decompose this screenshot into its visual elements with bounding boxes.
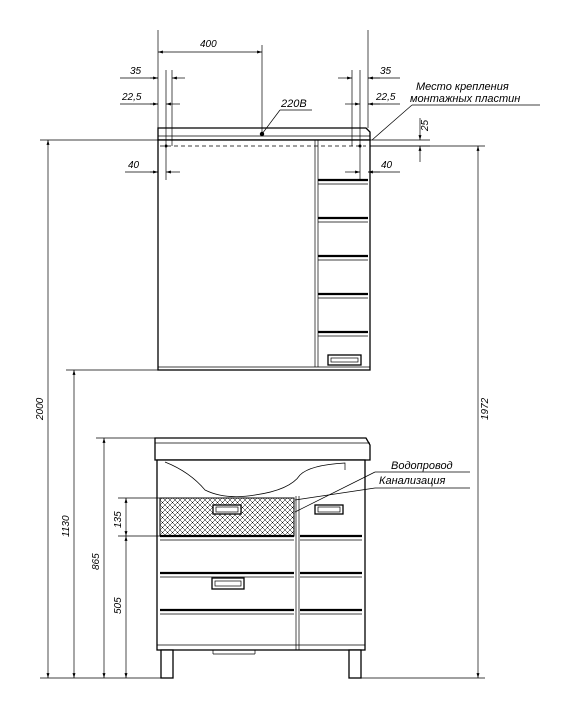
dim-left-22-5: 22,5 xyxy=(122,92,142,103)
dim-865: 865 xyxy=(91,553,102,570)
top-drawer-handle xyxy=(213,505,241,514)
mirror-drawer-handle xyxy=(328,355,361,365)
dim-135: 135 xyxy=(113,511,124,528)
dim-400: 400 xyxy=(200,39,217,50)
mirror-cabinet xyxy=(158,128,370,370)
left-leg xyxy=(161,650,173,678)
vanity-body xyxy=(157,460,365,650)
label-mount-line1: Место крепления xyxy=(416,81,509,93)
dim-1130: 1130 xyxy=(61,515,72,537)
label-sewer: Канализация xyxy=(379,475,446,487)
label-power: 220В xyxy=(281,98,307,110)
dim-left-35: 35 xyxy=(130,66,142,77)
vanity-cabinet xyxy=(155,438,370,678)
dim-25: 25 xyxy=(420,119,431,131)
dim-left-40: 40 xyxy=(128,160,140,171)
pipe-area-hatch xyxy=(160,498,294,536)
right-drawer-handle xyxy=(315,505,343,514)
dim-505: 505 xyxy=(113,597,124,614)
right-leg xyxy=(349,650,361,678)
dim-right-35: 35 xyxy=(380,66,392,77)
dim-right-40: 40 xyxy=(381,160,393,171)
dim-1972: 1972 xyxy=(480,397,491,420)
dim-2000: 2000 xyxy=(35,397,46,420)
label-water-supply: Водопровод xyxy=(391,460,453,472)
countertop xyxy=(155,438,370,460)
dim-right-22-5: 22,5 xyxy=(376,92,396,103)
label-mount-line2: монтажных пластин xyxy=(410,93,521,105)
middle-drawer-handle xyxy=(212,578,244,589)
